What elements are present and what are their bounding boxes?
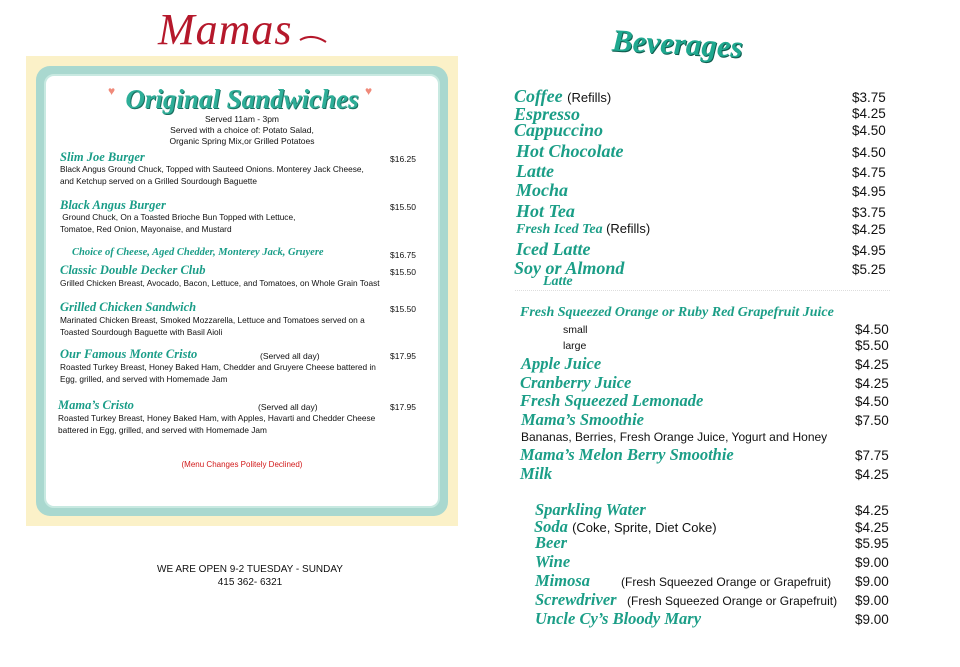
beverage-price: $4.50 <box>855 322 889 337</box>
menu-item-name: Mama’s Cristo <box>58 398 134 412</box>
menu-item-note: (Served all day) <box>258 402 318 412</box>
beverage-name: Screwdriver <box>535 590 617 609</box>
beverage-price: $9.00 <box>855 555 889 570</box>
menu-item-name: Our Famous Monte Cristo <box>60 347 198 361</box>
menu-item-desc: Ground Chuck, On a Toasted Brioche Bun Topped with Lettuce, <box>60 212 296 222</box>
menu-item-price: $15.50 <box>390 304 416 314</box>
beverage-price: $4.25 <box>855 376 889 391</box>
beverage-price: $4.25 <box>855 357 889 372</box>
beverage-price: $7.75 <box>855 448 889 463</box>
beverage-price: $5.25 <box>852 262 886 277</box>
menu-item-price: $15.50 <box>390 202 416 212</box>
beverage-price: $4.75 <box>852 165 886 180</box>
menu-item-desc: Roasted Turkey Breast, Honey Baked Ham, with Apples, Havarti and Chedder Cheese <box>58 413 376 423</box>
beverage-name: Hot Chocolate <box>516 141 624 161</box>
beverage-name: Soy or Almond <box>514 258 625 278</box>
beverages-title: Beverages <box>611 22 744 65</box>
beverage-name: Wine <box>535 552 571 571</box>
menu-item-desc: Marinated Chicken Breast, Smoked Mozzarella, Lettuce and Tomatoes served on a <box>60 315 365 325</box>
beverage-name-cont: Latte <box>543 274 573 289</box>
beverage-note: (Refills) <box>606 221 651 236</box>
beverage-price: $3.75 <box>852 90 886 105</box>
menu-item-price: $16.75 <box>390 250 416 260</box>
beverage-name: Coffee (Refills) <box>514 86 612 106</box>
beverage-price: $3.75 <box>852 205 886 220</box>
menu-item-price: $15.50 <box>390 267 416 277</box>
beverage-name: Beer <box>535 533 568 552</box>
beverage-price: $4.50 <box>855 394 889 409</box>
menu-item-price: $16.25 <box>390 154 416 164</box>
heart-icon: ♥ <box>108 84 116 98</box>
beverage-price: $7.50 <box>855 413 889 428</box>
size-label: small <box>563 324 588 336</box>
beverage-note: (Fresh Squeezed Orange or Grapefruit) <box>621 575 832 589</box>
beverage-price: $4.25 <box>855 503 889 518</box>
beverage-name: Sparkling Water <box>535 500 646 519</box>
menu-item-name: Black Angus Burger <box>60 198 166 212</box>
menu-item-price: $17.95 <box>390 402 416 412</box>
menu-item-name: Grilled Chicken Sandwich <box>60 300 197 314</box>
beverage-name: Mama’s Smoothie <box>521 410 645 429</box>
divider <box>515 290 890 291</box>
menu-item-note: (Served all day) <box>260 351 320 361</box>
beverage-price: $4.25 <box>855 467 889 482</box>
beverage-name: Cappuccino <box>514 120 604 140</box>
beverage-name: Soda (Coke, Sprite, Diet Coke) <box>534 517 717 536</box>
beverage-name: Fresh Squeezed Lemonade <box>520 391 704 410</box>
beverage-price: $5.95 <box>855 536 889 551</box>
beverage-name: Milk <box>520 464 553 483</box>
beverage-price: $5.50 <box>855 338 889 353</box>
logo-text: Mamas <box>158 5 293 54</box>
beverage-price: $4.95 <box>852 184 886 199</box>
cheese-choice: Choice of Cheese, Aged Chedder, Monterey Jack, Gruyere <box>72 247 324 258</box>
mamas-logo <box>150 4 335 54</box>
heart-icon: ♥ <box>365 84 373 98</box>
beverage-note: (Refills) <box>567 90 612 105</box>
menu-item-price: $17.95 <box>390 351 416 361</box>
beverage-note: (Coke, Sprite, Diet Coke) <box>572 520 717 535</box>
sandwiches-title: Original Sandwiches <box>125 84 359 114</box>
smoothie-description: Bananas, Berries, Fresh Orange Juice, Yogurt and Honey <box>521 430 828 444</box>
sandwiches-choice-line2: Organic Spring Mix,or Grilled Potatoes <box>169 136 315 146</box>
size-label: large <box>563 340 587 352</box>
beverage-price: $4.50 <box>852 123 886 138</box>
beverage-name: Fresh Iced Tea (Refills) <box>516 221 651 237</box>
beverage-name: Uncle Cy’s Bloody Mary <box>535 609 702 628</box>
opening-hours: WE ARE OPEN 9-2 TUESDAY - SUNDAY <box>157 564 343 575</box>
beverage-price: $4.25 <box>852 222 886 237</box>
beverage-price: $9.00 <box>855 574 889 589</box>
beverage-name: Mocha <box>516 180 569 200</box>
menu-item-desc: Egg, grilled, and served with Homemade Jam <box>60 374 228 384</box>
menu-item-desc: and Ketchup served on a Grilled Sourdough Baguette <box>60 176 257 186</box>
beverage-note: (Fresh Squeezed Orange or Grapefruit) <box>627 594 838 608</box>
beverage-price: $4.25 <box>855 520 889 535</box>
menu-item-desc: Roasted Turkey Breast, Honey Baked Ham, Chedder and Gruyere Cheese battered in <box>60 362 376 372</box>
beverage-name: Cranberry Juice <box>520 373 632 392</box>
beverage-name: Mama’s Melon Berry Smoothie <box>520 445 734 464</box>
beverage-name: Fresh Squeezed Orange or Ruby Red Grapefruit Juice <box>520 305 834 320</box>
menu-item-name: Slim Joe Burger <box>60 150 145 164</box>
beverage-price: $4.95 <box>852 243 886 258</box>
sandwiches-hours: Served 11am - 3pm <box>204 114 279 124</box>
beverage-name: Espresso <box>514 104 581 124</box>
beverage-price: $9.00 <box>855 612 889 627</box>
menu-changes-note: (Menu Changes Politely Declined) <box>181 460 303 469</box>
beverage-price: $4.25 <box>852 106 886 121</box>
beverage-name: Hot Tea <box>516 201 575 221</box>
menu-item-name: Classic Double Decker Club <box>60 263 206 277</box>
menu-item-desc: Toasted Sourdough Baguette with Basil Aioli <box>60 327 223 337</box>
beverage-name: Apple Juice <box>521 354 602 373</box>
beverage-name: Mimosa <box>535 571 591 590</box>
phone-number: 415 362- 6321 <box>217 577 283 588</box>
beverage-name: Iced Latte <box>516 239 591 259</box>
beverage-name: Latte <box>516 161 554 181</box>
menu-item-desc: Grilled Chicken Breast, Avocado, Bacon, Lettuce, and Tomatoes, on Whole Grain Toast <box>60 278 380 288</box>
menu-item-desc: battered in Egg, grilled, and served with Homemade Jam <box>58 425 267 435</box>
menu-item-desc: Black Angus Ground Chuck, Topped with Sauteed Onions. Monterey Jack Cheese, <box>60 164 364 174</box>
beverage-price: $4.50 <box>852 145 886 160</box>
menu-item-desc: Tomatoe, Red Onion, Mayonaise, and Mustard <box>60 224 232 234</box>
beverage-price: $9.00 <box>855 593 889 608</box>
sandwiches-choice-line1: Served with a choice of: Potato Salad, <box>170 125 314 135</box>
